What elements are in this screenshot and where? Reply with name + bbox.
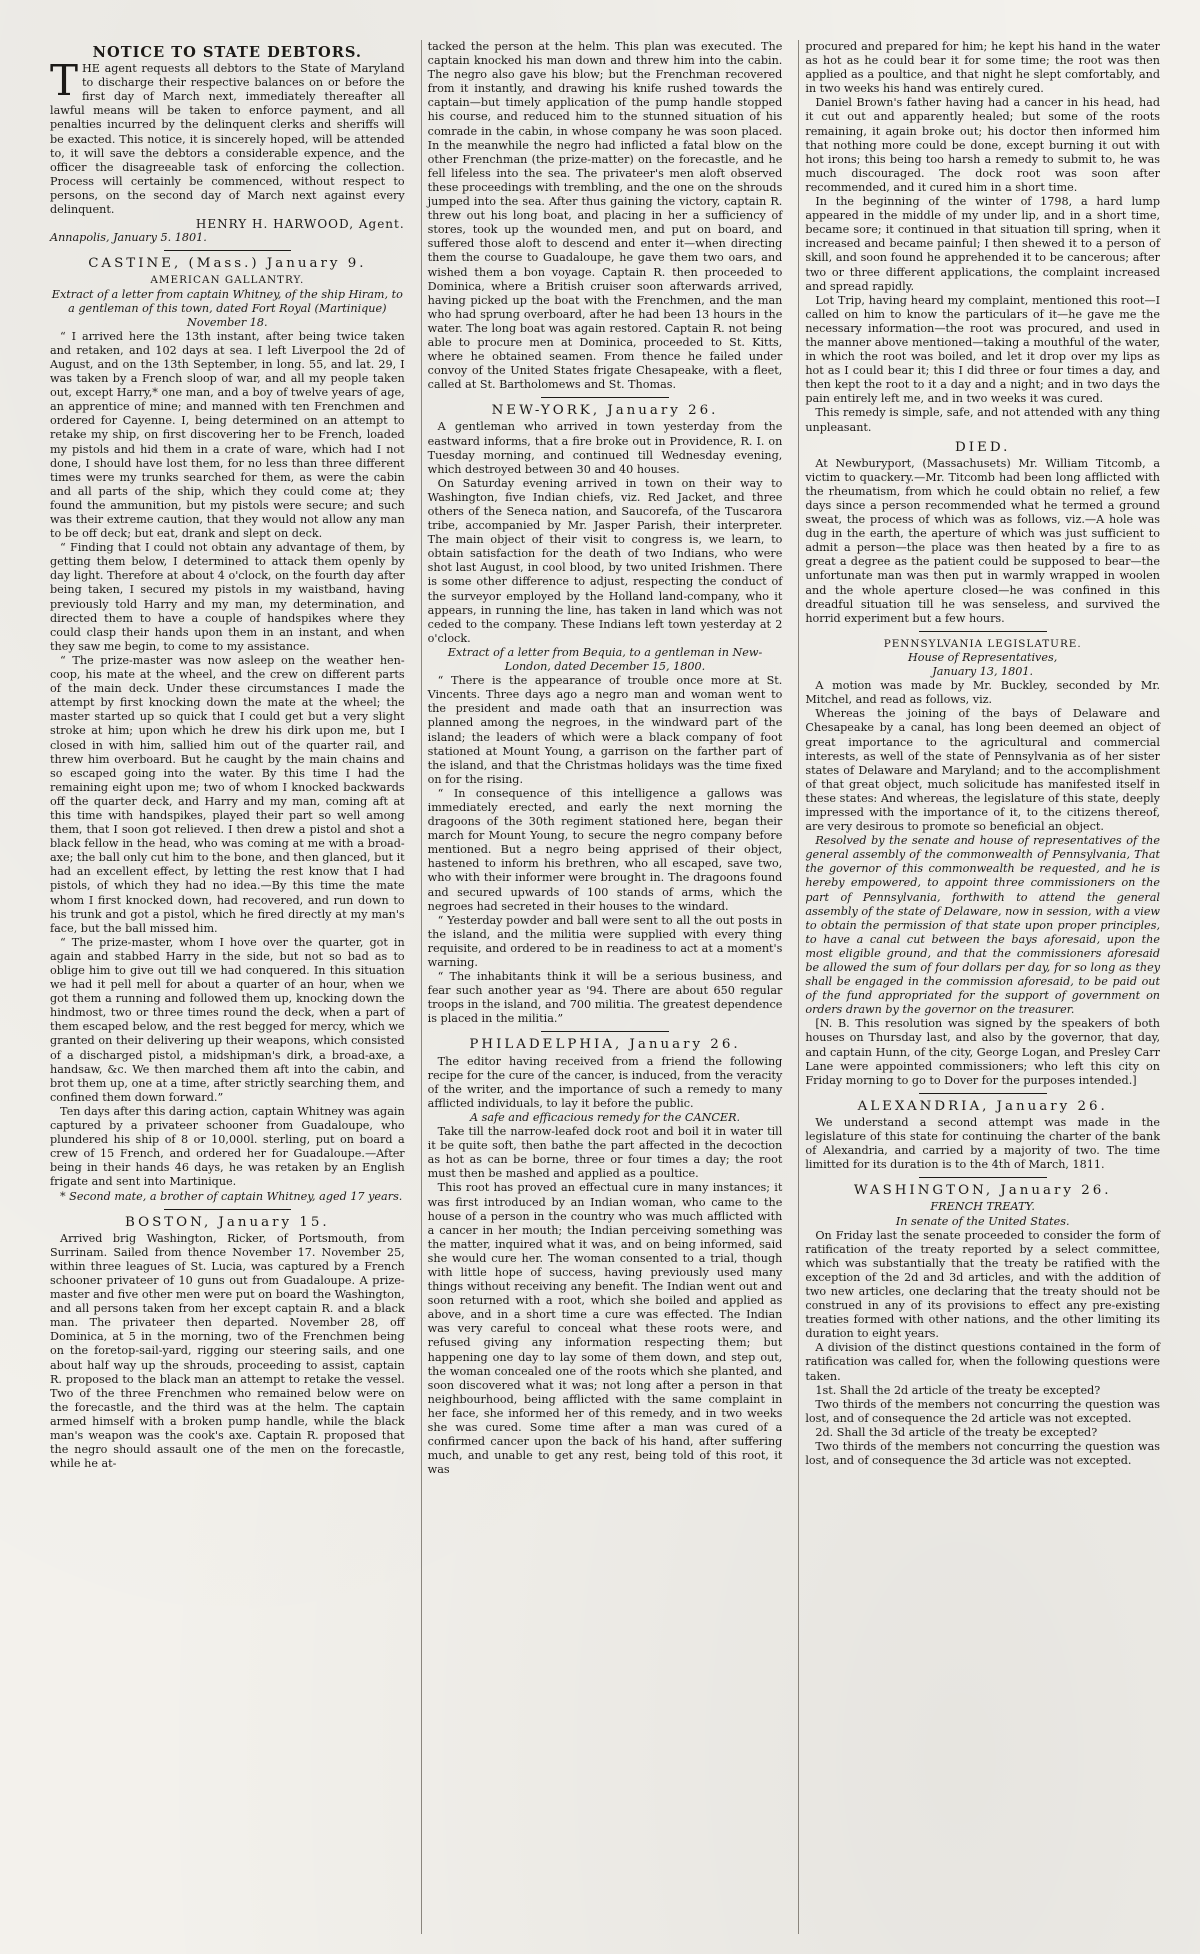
- column-3: [798, 40, 1166, 1934]
- philadelphia-paragraph: The editor having received from a friend the following recipe for the cure of the cancer, is induced, from the veracity of the writer, and the importance of such a remedy to many afflicted individuals, to lay it before the public.: [427, 1054, 783, 1110]
- notice-dropcap: T: [50, 56, 79, 106]
- castine-paragraph: “ The prize-master, whom I hove over the quarter, got in again and stabbed Harry in the side, but not so bad as to oblige him to give out till we had conquered. In this situation we had it pell mell for about a quarter of an hour, when we got them a running and followed them up, knocking down the hindmost, two or three times round the deck, when a part of them escaped below, and the rest begged for mercy, which we granted on their delivering up their weapons, which consisted of a discharged pistol, a midshipman's dirk, a broad-axe, a handsaw, &c. We then marched them aft into the cabin, and brot them up, one at a time, after strictly searching them, and confined them down forward.”: [50, 935, 405, 1104]
- castine-intro: Extract of a letter from captain Whitney, of the ship Hiram, to a gentleman of this town, dated Fort Royal (Martinique) November 18.: [51, 287, 403, 329]
- pennsylvania-paragraph: Whereas the joining of the bays of Delaware and Chesapeake by a canal, has long been deemed an object of great importance to the agricultural and commercial interests, as well of the state of Pennsylvania as of her sister states of Delaware and Maryland; and to the accomplishment of that great object, much solicitude has manifested itself in these states: And whereas, the legislature of this state, deeply impressed with the importance of it, to the citizens thereof, are very desirous to promote so beneficial an object.: [805, 707, 1161, 834]
- philadelphia-heading: PHILADELPHIA, January 26.: [469, 1037, 741, 1053]
- washington-subhead: FRENCH TREATY.: [930, 1200, 1035, 1214]
- castine-paragraph: “ The prize-master was now asleep on the weather hen-coop, his mate at the wheel, and the crew on different parts of the main deck. Under these circumstances I made the attempt by first knocking down the mate at the wheel; the master started up so quick that I could get but a very slight stroke at him; upon which he drew his dirk upon me, but I closed in with him, sallied him out of the quarter rail, and threw him overboard. But he caught by the main chains and so escaped going into the water. By this time I had the remaining eight upon me; two of whom I knocked backwards off the quarter deck, and Harry and my man, coming aft at this time with handspikes, played their part so well among them, that I soon got relieved. I then drew a pistol and shot a black fellow in the head, who was coming at me with a broad-axe; the ball only cut him to the bone, and then glanced, but it had an excellent effect, by letting the rest know that I had pistols, of which they had no idea.—By this time the mate whom I first knocked down, had recovered, and run down to his trunk and got a pistol, which he fired directly at my man's face, but the ball missed him.: [50, 653, 405, 935]
- washington-paragraph: A division of the distinct questions contained in the form of ratification was called for, when the following questions were taken.: [805, 1341, 1161, 1383]
- divider: [919, 1093, 1047, 1094]
- died-paragraph: At Newburyport, (Massachusets) Mr. William Titcomb, a victim to quackery.—Mr. Titcomb had been long afflicted with the rheumatism, from which he could obtain no relief, a few days since a person recommended what he termed a ground sweat, the process of which was as follows, viz.—A hole was dug in the earth, the aperture of which was just sufficient to admit a person—the place was then heated by a fire to as great a degree as the patient could be supposed to bear—the unfortunate man was then put in warmly wrapped in woolen and the whole aperture closed—he was confined in this dreadful situation till he was senseless, and survived the horrid experiment but a few hours.: [805, 456, 1161, 625]
- alexandria-paragraph: We understand a second attempt was made in the legislature of this state for continuing the charter of the bank of Alexandria, and carried by a majority of two. The time limitted for its duration is to the 4th of March, 1811.: [805, 1115, 1161, 1172]
- boston-paragraph: Arrived brig Washington, Ricker, of Portsmouth, from Surrinam. Sailed from thence November 17. November 25, within three leagues of St. Lucia, was captured by a French schooner privateer of 10 guns out from Guadaloupe. A prize-master and five other men were put on board the Washington, and all persons taken from her except captain R. and a black man. The privateer then departed. November 28, off Dominica, at 5 in the morning, two of the Frenchmen being on the foretop-sail-yard, rigging our steering sails, and one about half way up the shrouds, proceeding to assist, captain R. proposed to the black man an attempt to retake the vessel. Two of the three Frenchmen who remained below were on the forecastle, and the third was at the helm. The captain armed himself with a broken pump handle, while the black man's weapon was the cook's axe. Captain R. proposed that the negro should assault one of the men on the forecastle, while he at-: [50, 1231, 405, 1471]
- new-york-paragraph: A gentleman who arrived in town yesterday from the eastward informs, that a fire broke out in Providence, R. I. on Tuesday morning, and continued till Wednesday evening, which destroyed between 30 and 40 houses.: [427, 420, 783, 476]
- philadelphia-paragraph: This root has proved an effectual cure in many instances; it was first introduced by an Indian woman, who came to the house of a person in the country who was much afflicted with a cancer in her mouth; the Indian perceiving something was the matter, inquired what it was, and on being informed, said she would cure her. The woman consented to a trial, though with little hope of success, having previously used many things without receiving any benefit. The Indian went out and soon returned with a root, which she boiled and applied as above, and in a short time a cure was effected. The Indian was very careful to conceal what these roots were, and refused giving any information respecting them; but happening one day to lay some of them down, and step out, the woman concealed one of the roots which she planted, and soon discovered what it was; not long after a person in that neighbourhood, being afflicted with the same complaint in her face, she informed her of this remedy, and in two weeks she was cured. Some time after a man was cured of a confirmed cancer upon the back of his hand, after suffering much, and unable to get any rest, being told of this root, it was: [427, 1181, 783, 1477]
- divider: [919, 1177, 1047, 1178]
- new-york-paragraph: “ There is the appearance of trouble once more at St. Vincents. Three days ago a negro man and woman went to the president and made oath that an insurrection was planned among the negroes, in the windward part of the island; the leaders of which were a black company of foot stationed at Mount Young, a garrison on the farther part of the island, and that the Christmas holidays was the time fixed on for the rising.: [427, 674, 783, 786]
- philadelphia-paragraph: Take till the narrow-leafed dock root and boil it in water till it be quite soft, then bathe the part affected in the decoction as hot as can be borne, three or four times a day; the root must then be mashed and applied as a poultice.: [427, 1125, 783, 1181]
- new-york-paragraph: On Saturday evening arrived in town on their way to Washington, five Indian chiefs, viz. Red Jacket, and three others of the Seneca nation, and Saucorefa, of the Tuscarora tribe, accompanied by Mr. Jasper Parish, their interpreter. The main object of their visit to congress is, we learn, to obtain satisfaction for the death of two Indians, who were shot last August, in cool blood, by two united Irishmen. There is some other difference to adjust, respecting the conduct of the surveyor employed by the Holland land-company, who it appears, in running the line, has taken in land which was not ceded to the company. These Indians left town yesterday at 2 o'clock.: [427, 476, 783, 645]
- boston-continuation: tacked the person at the helm. This plan was executed. The captain knocked his man down and threw him into the cabin. The negro also gave his blow; but the Frenchman recovered from it instantly, and drawing his knife rushed towards the captain—but timely application of the pump handle stopped his course, and reduced him to the stunned situation of his comrade in the cabin, in whose company he was soon placed. In the meanwhile the negro had inflicted a fatal blow on the other Frenchman (the prize-matter) on the forecastle, and he fell lifeless into the sea. The privateer's men aloft observed these proceedings with trembling, and the one on the shrouds jumped into the sea. After thus gaining the victory, captain R. threw out his long boat, and placing in her a sufficiency of stores, took up the wounded men, and put on board, and suffered those aloft to descend and enter it—when directing them the course to Guadaloupe, he gave them two oars, and wished them a bon voyage. Captain R. then proceeded to Dominica, where a British cruiser soon afterwards arrived, having picked up the boat with the Frenchmen, and the man who had sprung overboard, after he had been 13 hours in the water. The long boat was again restored. Captain R. not being able to procure men at Dominica, proceeded to St. Kitts, where he obtained seamen. From thence he failed under convoy of the United States frigate Chesapeake, with a fleet, called at St. Bartholomews and St. Thomas.: [427, 40, 783, 392]
- washington-result: Two thirds of the members not concurring the question was lost, and of consequence the 2d article was not excepted.: [805, 1397, 1161, 1425]
- divider: [541, 397, 669, 398]
- philadelphia-continuation: procured and prepared for him; he kept his hand in the water as hot as he could bear it for some time; the root was then applied as a poultice, and that night he slept comfortably, and in two weeks his hand was entirely cured.: [805, 40, 1161, 96]
- notice-heading: NOTICE TO STATE DEBTORS.: [92, 44, 362, 61]
- pennsylvania-subhead: House of Representatives,: [908, 650, 1058, 664]
- pennsylvania-paragraph: A motion was made by Mr. Buckley, seconded by Mr. Mitchel, and read as follows, viz.: [805, 679, 1161, 707]
- notice-body: HE agent requests all debtors to the State of Maryland to discharge their respective balances on or before the first day of March next, immediately thereafter all lawful means will be taken to enforce payment, and all penalties incurred by the delinquent clerks and sheriffs will be exacted. This notice, it is sincerely hoped, will be attended to, it will save the debtors a considerable expence, and the officer the disagreeable task of enforcing the collection. Process will certainly be commenced, without respect to persons, on the second day of March next against every delinquent.: [50, 62, 405, 217]
- column-2: [421, 40, 789, 1934]
- notice-signature: HENRY H. HARWOOD, Agent.: [195, 217, 405, 232]
- washington-heading: WASHINGTON, January 26.: [853, 1183, 1112, 1199]
- washington-result: Two thirds of the members not concurring the question was lost, and of consequence the 3d article was not excepted.: [805, 1440, 1161, 1468]
- castine-heading: CASTINE, (Mass.) January 9.: [88, 256, 367, 272]
- castine-paragraph: Ten days after this daring action, captain Whitney was again captured by a privateer schooner from Guadaloupe, who plundered his ship of 8 or 10,000l. sterling, put on board a crew of 15 French, and ordered her for Guadaloupe.—After being in their hands 46 days, he was retaken by an English frigate and sent into Martinique.: [50, 1104, 405, 1189]
- washington-question: 1st. Shall the 2d article of the treaty be excepted?: [815, 1383, 1101, 1397]
- notice-place-date: Annapolis, January 5. 1801.: [50, 231, 207, 245]
- cancer-recipe-title: A safe and efficacious remedy for the CANCER.: [469, 1110, 741, 1124]
- philadelphia-paragraph: Lot Trip, having heard my complaint, mentioned this root—I called on him to know the particulars of it—he gave me the necessary information—the root was procured, and used in the manner above mentioned—taking a mouthful of the water, in which the root was boiled, and let it drop over my lips as hot as I could bear it; this I did three or four times a day, and then kept the root to it a day and a night; and in two days the pain entirely left me, and in two weeks it was cured.: [805, 293, 1161, 406]
- new-york-extract: Extract of a letter from Bequia, to a gentleman in New-London, dated December 15, 1800.: [447, 645, 763, 674]
- washington-question: 2d. Shall the 3d article of the treaty be excepted?: [815, 1425, 1098, 1439]
- castine-subhead: AMERICAN GALLANTRY.: [150, 274, 305, 287]
- castine-paragraph: “ Finding that I could not obtain any advantage of them, by getting them below, I determined to attack them openly by day light. Therefore at about 4 o'clock, on the fourth day after being taken, I secured my pistols in my waistband, having previously told Harry and my man, my determination, and directed them to have a couple of handspikes where they could clasp their hands upon them in an instant, and when they saw me begin, to come to my assistance.: [50, 541, 405, 653]
- pennsylvania-resolution: Resolved by the senate and house of representatives of the general assembly of the commonwealth of Pennsylvania, That the governor of this commonwealth be requested, and he is hereby empowered, to appoint three commissioners on the part of Pennsylvania, forthwith to attend the general assembly of the state of Delaware, now in session, with a view to obtain the permission of that state upon proper principles, to have a canal cut between the bays aforesaid, upon the most eligible ground, and that the commissioners aforesaid be allowed the sum of four dollars per day, for so long as they shall be engaged in the commission aforesaid, to be paid out of the fund appropriated for the support of government on orders drawn by the governor on the treasurer.: [805, 834, 1161, 1017]
- philadelphia-paragraph: In the beginning of the winter of 1798, a hard lump appeared in the middle of my under lip, and in a short time, became sore; it continued in that situation till spring, when it increased and became painful; I then shewed it to a person of skill, and soon found he apprehended it to be cancerous; after two or three different applications, the complaint increased and spread rapidly.: [805, 195, 1161, 293]
- pennsylvania-heading: PENNSYLVANIA LEGISLATURE.: [883, 637, 1082, 650]
- new-york-paragraph: “ The inhabitants think it will be a serious business, and fear such another year as '94. There are about 650 regular troops in the island, and 700 militia. The greatest dependence is placed in the militia.”: [427, 970, 783, 1026]
- philadelphia-paragraph: This remedy is simple, safe, and not attended with any thing unpleasant.: [805, 406, 1161, 434]
- died-heading: DIED.: [955, 439, 1011, 455]
- washington-paragraph: On Friday last the senate proceeded to consider the form of ratification of the treaty reported by a select committee, which was substantially that the treaty be ratified with the exception of the 2d and 3d articles, and with the addition of two new articles, one declaring that the treaty should not be construed in any of its provisions to effect any pre-existing treaties formed with other nations, and the other limiting its duration to eight years.: [805, 1228, 1161, 1341]
- divider: [164, 250, 292, 251]
- castine-footnote: * Second mate, a brother of captain Whitney, aged 17 years.: [60, 1189, 403, 1203]
- divider: [541, 1031, 669, 1032]
- column-container: [44, 40, 1166, 1934]
- philadelphia-paragraph: Daniel Brown's father having had a cancer in his head, had it cut out and apparently healed; but some of the roots remaining, it again broke out; his doctor then informed him that nothing more could be done, except burning it out with hot irons; this being too harsh a remedy to submit to, he was much discouraged. The dock root was soon after recommended, and it cured him in a short time.: [805, 96, 1161, 194]
- notice-body-paragraph: [50, 56, 405, 217]
- divider: [919, 631, 1047, 632]
- new-york-paragraph: “ Yesterday powder and ball were sent to all the out posts in the island, and the militia were supplied with every thing requisite, and ordered to be in readiness to act at a moment's warning.: [427, 913, 783, 969]
- column-1: [44, 40, 411, 1934]
- castine-paragraph: “ I arrived here the 13th instant, after being twice taken and retaken, and 102 days at sea. I left Liverpool the 2d of August, and on the 13th September, in long. 55, and lat. 29, I was taken by a French sloop of war, and all my people taken out, except Harry,* one man, and a boy of twelve years of age, an apprentice of mine; and manned with ten Frenchmen and ordered for Cayenne. I, being determined on an attempt to retake my ship, on first discovering her to be French, loaded my pistols and hid them in a crate of ware, which had I not done, I should have lost them, for no less than three different times were my trunks searched for them, as were the cabin and all parts of the ship, which they could come at; they found the ammunition, but my pistols were secure; and such was their extreme caution, that they would not allow any man to be off deck; but eat, drank and slept on deck.: [50, 329, 405, 541]
- new-york-heading: NEW-YORK, January 26.: [491, 403, 719, 419]
- new-york-paragraph: “ In consequence of this intelligence a gallows was immediately erected, and early the next morning the dragoons of the 30th regiment stationed here, began their march for Mount Young, to secure the negro company before mentioned. But a negro being apprised of their object, hastened to inform his brethren, who all escaped, save two, who with their informer were brought in. The dragoons found and secured upwards of 100 stands of arms, which the negroes had secreted in their houses to the windard.: [427, 786, 783, 913]
- pennsylvania-note: [N. B. This resolution was signed by the speakers of both houses on Thursday last, and also by the governor, that day, and captain Hunn, of the city, George Logan, and Presley Carr Lane were appointed commissioners; who left this city on Friday morning to go to Dover for the purposes intended.]: [805, 1017, 1161, 1087]
- boston-heading: BOSTON, January 15.: [125, 1214, 330, 1230]
- pennsylvania-date: January 13, 1801.: [932, 665, 1034, 679]
- alexandria-heading: ALEXANDRIA, January 26.: [857, 1098, 1108, 1114]
- washington-subhead-senate: In senate of the United States.: [895, 1214, 1070, 1228]
- divider: [164, 1209, 292, 1210]
